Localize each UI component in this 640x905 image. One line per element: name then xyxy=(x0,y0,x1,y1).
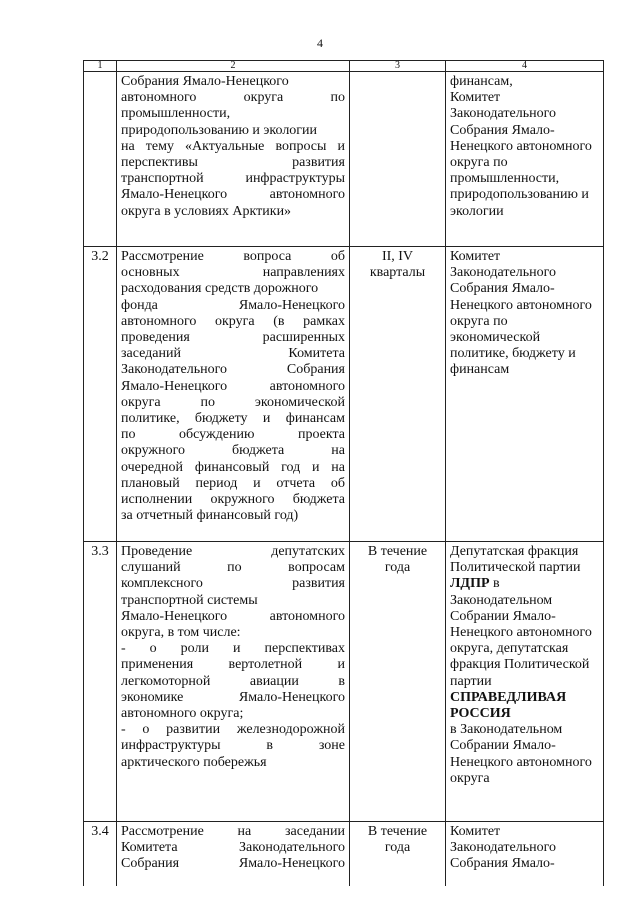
text-line: Проведение депутатских xyxy=(121,544,345,559)
text-line: Ненецкого автономного xyxy=(450,138,592,154)
text-line: Собрания Ямало- xyxy=(450,281,555,297)
text-line: по обсуждению проекта xyxy=(121,427,345,443)
text-line: расходования средств дорожного xyxy=(121,281,319,297)
text-line: экологии xyxy=(450,203,504,219)
text-line: промышленности, xyxy=(121,106,231,122)
text-line: Ямало-Ненецкого автономного xyxy=(121,187,345,203)
text-line: округа в условиях Арктики» xyxy=(121,203,292,219)
event-description xyxy=(117,542,350,822)
page-number: 4 xyxy=(317,36,323,50)
text-line: округа по xyxy=(450,313,508,329)
text-line: округа по экономической xyxy=(121,394,345,410)
responsible-text xyxy=(450,544,599,576)
text-line: кварталы xyxy=(369,265,426,281)
party-name-ldpr: ЛДПР xyxy=(450,576,490,592)
text-line: Комитета Законодательного xyxy=(121,840,345,856)
text-line: Комитет xyxy=(450,824,501,839)
text-line: Законодательного Собрания xyxy=(121,362,345,378)
text-line: Законодательного xyxy=(450,106,556,122)
table-row xyxy=(84,542,604,822)
text-line: арктического побережья xyxy=(121,754,267,770)
text-line: транспортной системы xyxy=(121,592,258,608)
text-line: Собрании Ямало- xyxy=(450,738,556,754)
event-description xyxy=(117,247,350,542)
column-number-header-row xyxy=(84,61,604,72)
text-line: природопользованию и xyxy=(450,187,589,203)
event-description xyxy=(117,822,350,887)
text-line: Комитет xyxy=(450,249,501,264)
text-line: Рассмотрение на заседании xyxy=(121,824,345,839)
text-line: финансам xyxy=(450,362,510,378)
text-line: В течение xyxy=(367,824,428,839)
text-line: В течение xyxy=(367,544,428,559)
text-line: перспективы развития xyxy=(121,155,345,171)
column-header: 3 xyxy=(350,61,446,72)
text-line: инфраструктуры в зоне xyxy=(121,738,345,754)
text-line: II, IV xyxy=(381,249,414,264)
text-line: Собрания Ямало- xyxy=(450,856,555,872)
text-line: за отчетный финансовый год) xyxy=(121,508,299,524)
text-line: округа, в том числе: xyxy=(121,625,241,641)
text-line: комплексного развития xyxy=(121,576,345,592)
table-row xyxy=(84,247,604,542)
text-line: Собрании Ямало- xyxy=(450,608,556,624)
text-line: автономного округа по xyxy=(121,90,345,106)
text-line: применения вертолетной и xyxy=(121,657,345,673)
text-line: партии xyxy=(450,673,492,689)
text-line: Законодательного xyxy=(450,840,556,856)
column-header: 1 xyxy=(84,61,117,72)
text-line: Ненецкого автономного xyxy=(450,625,592,641)
responsible-party xyxy=(446,822,604,887)
text-line: Ненецкого автономного xyxy=(450,754,592,770)
row-number xyxy=(84,72,117,247)
text-line: округа по xyxy=(450,155,508,171)
text-line: Законодательном xyxy=(450,592,553,608)
responsible-party xyxy=(446,542,604,822)
text-line: на тему «Актуальные вопросы и xyxy=(121,138,345,154)
text-line: Законодательного xyxy=(450,265,556,281)
text-line: автономного округа (в рамках xyxy=(121,313,345,329)
responsible-party xyxy=(446,247,604,542)
event-period xyxy=(350,72,446,247)
party-name-spravedlivaya-rossiya xyxy=(450,690,599,722)
text-line: проведения расширенных xyxy=(121,330,345,346)
text-line: политике, бюджету и xyxy=(450,346,576,362)
text-line: Собрания Ямало-Ненецкого xyxy=(121,74,289,89)
text-line: легкомоторной авиации в xyxy=(121,673,345,689)
text-line: фракция Политической xyxy=(450,657,590,673)
row-number: 3.4 xyxy=(84,822,117,887)
text-line: Рассмотрение вопроса об xyxy=(121,249,345,264)
text-line: Депутатская фракция xyxy=(450,544,579,559)
row-number: 3.3 xyxy=(84,542,117,822)
column-header: 2 xyxy=(117,61,350,72)
text-line: очередной финансовый год и на xyxy=(121,459,345,475)
text-line: СПРАВЕДЛИВАЯ xyxy=(450,689,567,705)
text-line: Собрания Ямало- xyxy=(450,122,555,138)
text-line: политике, бюджету и финансам xyxy=(121,411,345,427)
text-line: заседаний Комитета xyxy=(121,346,345,362)
text-line: транспортной инфраструктуры xyxy=(121,171,345,187)
text-line: Собрания Ямало-Ненецкого xyxy=(121,856,345,872)
text-line: природопользованию и экологии xyxy=(121,122,318,138)
event-period xyxy=(350,822,446,887)
responsible-text xyxy=(450,593,599,690)
text-line: основных направлениях xyxy=(121,265,345,281)
text-line: промышленности, xyxy=(450,171,560,187)
text-line: автономного округа; xyxy=(121,706,244,722)
text-line: Ямало-Ненецкого автономного xyxy=(121,608,345,624)
table-row xyxy=(84,822,604,887)
text-line: фонда Ямало-Ненецкого xyxy=(121,297,345,313)
event-description xyxy=(117,72,350,247)
row-number: 3.2 xyxy=(84,247,117,542)
responsible-text xyxy=(450,722,599,787)
event-period xyxy=(350,247,446,542)
responsible-text xyxy=(450,576,599,592)
text-line: - о развитии железнодорожной xyxy=(121,722,345,738)
text-line: года xyxy=(384,840,411,856)
text-line: Политической партии xyxy=(450,560,581,576)
text-line: плановый период и отчета об xyxy=(121,475,345,491)
text-line: финансам, xyxy=(450,74,513,89)
text-line: РОССИЯ xyxy=(450,706,511,722)
text-line: слушаний по вопросам xyxy=(121,560,345,576)
text-line: Комитет xyxy=(450,90,501,106)
responsible-text: в xyxy=(489,576,500,592)
plan-table xyxy=(83,60,604,886)
table-row xyxy=(84,72,604,247)
text-line: исполнении окружного бюджета xyxy=(121,492,345,508)
text-line: в Законодательном xyxy=(450,722,563,738)
text-line: - о роли и перспективах xyxy=(121,641,345,657)
text-line: экономике Ямало-Ненецкого xyxy=(121,689,345,705)
text-line: округа, депутатская xyxy=(450,641,569,657)
text-line: Ненецкого автономного xyxy=(450,297,592,313)
text-line: округа xyxy=(450,770,490,786)
column-header: 4 xyxy=(446,61,604,72)
responsible-party xyxy=(446,72,604,247)
event-period xyxy=(350,542,446,822)
text-line: экономической xyxy=(450,330,541,346)
text-line: года xyxy=(384,560,411,576)
text-line: окружного бюджета на xyxy=(121,443,345,459)
text-line: Ямало-Ненецкого автономного xyxy=(121,378,345,394)
